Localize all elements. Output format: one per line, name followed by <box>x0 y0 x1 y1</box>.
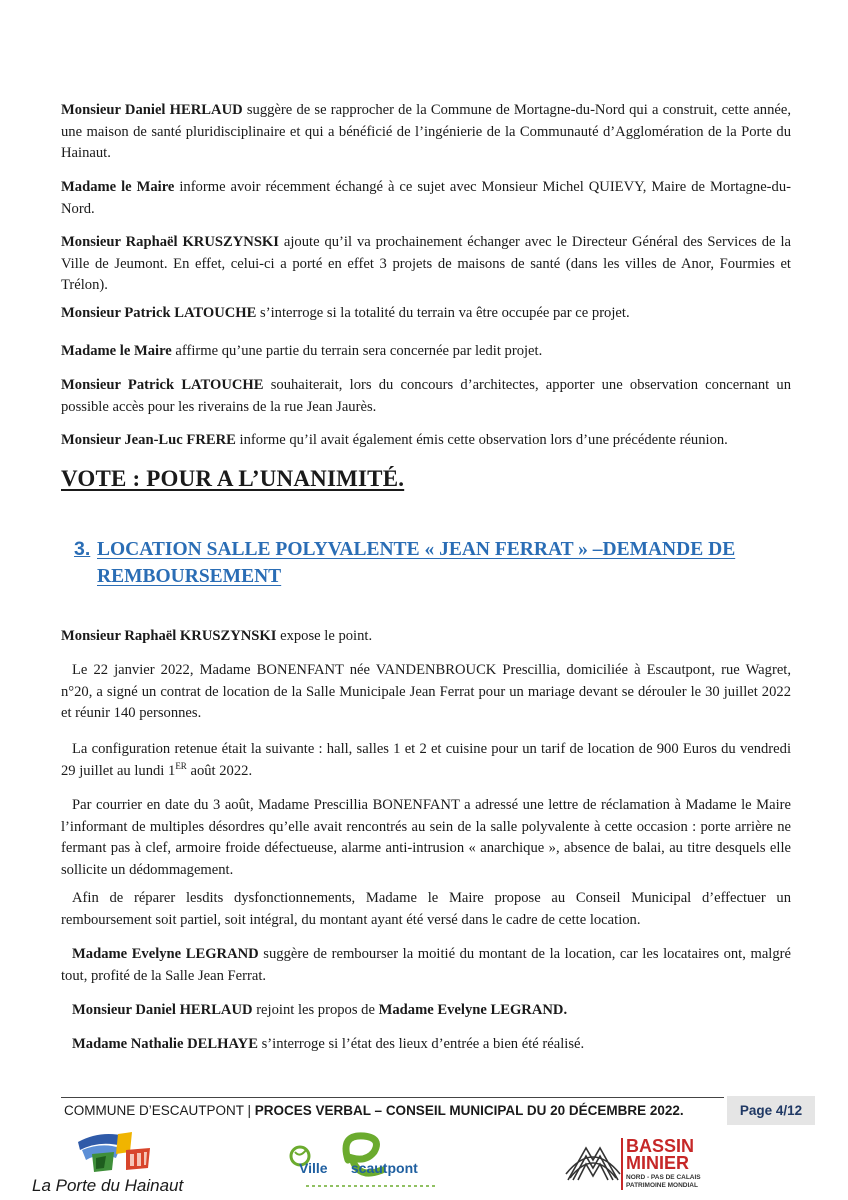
vote-result: VOTE : POUR A L’UNANIMITÉ. <box>61 466 405 491</box>
bassin-logo-text <box>626 1138 694 1172</box>
speaker-name: Monsieur Raphaël KRUSZYNSKI <box>61 628 277 644</box>
footer-divider <box>61 1097 724 1098</box>
paragraph-remboursement: Afin de réparer lesdits dysfonctionnements, Madame le Maire propose au Conseil Municipal d’effectuer un remboursement soit partiel, soit intégral, du montant ayant été versé dans le cadre de cette location. <box>61 890 791 928</box>
page-number: Page 4/12 <box>727 1096 815 1125</box>
paragraph-text: La configuration retenue était la suivante : hall, salles 1 et 2 et cuisine pour un tarif de location de 900 Euros du vendredi 29 juillet au lundi 1 <box>61 741 791 779</box>
paragraph-text: suggère de se rapprocher de la Commune de Mortagne-du-Nord qui a construit, cette année, une maison de santé pluridisciplinaire et qui a bénéficié de l’ingénierie de la Communauté d’Agglomération de la Porte du Hainaut. <box>61 102 791 161</box>
speaker-name: Monsieur Patrick LATOUCHE <box>61 305 257 321</box>
bassin-line-1: BASSIN <box>626 1136 695 1156</box>
paragraph-text: rejoint les propos de <box>252 1002 379 1018</box>
section-number: 3. <box>74 538 91 560</box>
ville-prefix: Ville <box>299 1160 328 1176</box>
ville-name: scautpont <box>350 1160 418 1176</box>
bassin-logo-subtext <box>626 1174 701 1190</box>
escautpont-logo-text <box>299 1160 418 1176</box>
bassin-sub-2: PATRIMOINE MONDIAL <box>626 1182 698 1189</box>
paragraph-text: suggère de rembourser la moitié du montant de la location, car les locataires ont, malgré tout, profité de la Salle Jean Ferrat. <box>61 946 791 984</box>
paragraph-text: informe avoir récemment échangé à ce sujet avec Monsieur Michel QUIEVY, Maire de Mortagne-du-Nord. <box>61 179 791 217</box>
speaker-name: Madame Evelyne LEGRAND. <box>378 1002 568 1018</box>
paragraph-text: souhaiterait, lors du concours d’architectes, apporter une observation concernant un possible accès pour les riverains de la rue Jean Jaurès. <box>61 377 791 415</box>
paragraph-legrand <box>61 944 791 987</box>
paragraph-text: s’interroge si l’état des lieux d’entrée a bien été réalisé. <box>257 1036 585 1052</box>
bassin-minier-logo <box>564 1134 622 1190</box>
speaker-name: Monsieur Jean-Luc FRERE <box>61 432 236 448</box>
superscript: ER <box>175 760 187 771</box>
paragraph-herlaud <box>61 100 791 165</box>
paragraph-latouche-1 <box>61 303 791 325</box>
bassin-sub-1: NORD - PAS DE CALAIS <box>626 1174 701 1181</box>
paragraph-delhaye <box>61 1034 791 1056</box>
speaker-name: Madame le Maire <box>61 343 172 359</box>
paragraph-herlaud-2 <box>61 1000 791 1022</box>
paragraph-reclamation: Par courrier en date du 3 août, Madame Prescillia BONENFANT a adressé une lettre de réclamation à Madame le Maire l’informant de multiples désordres qu’elle avait rencontrés au sein de la salle polyvalente à cette occasion : porte arrière ne fermant pas à clef, armoire froide défectueuse, alarme anti-intrusion « anarchique », absence de balai, au titre desquels elle sollicite un dédommagement. <box>61 797 791 878</box>
paragraph-text: expose le point. <box>276 628 373 644</box>
section-title: LOCATION SALLE POLYVALENTE « JEAN FERRAT » –DEMANDE DE REMBOURSEMENT <box>97 539 736 587</box>
paragraph-latouche-2 <box>61 375 791 418</box>
speaker-name: Madame Evelyne LEGRAND <box>72 946 259 962</box>
paragraph-expose <box>61 626 791 648</box>
speaker-name: Madame Nathalie DELHAYE <box>72 1036 258 1052</box>
paragraph-text: août 2022. <box>186 762 253 779</box>
footer-caption <box>64 1103 684 1118</box>
paragraph-maire-2 <box>61 341 791 363</box>
paragraph-maire-1 <box>61 177 791 220</box>
paragraph-text: s’interroge si la totalité du terrain va être occupée par ce projet. <box>256 305 630 321</box>
paragraph-configuration <box>61 739 791 782</box>
bassin-line-2: MINIER <box>626 1153 689 1173</box>
speaker-name: Monsieur Daniel HERLAUD <box>61 102 243 118</box>
paragraph-contrat: Le 22 janvier 2022, Madame BONENFANT née VANDENBROUCK Prescillia, domiciliée à Escautpont, rue Wagret, n°20, a signé un contrat de location de la Salle Municipale Jean Ferrat pour un mariage devant se dérouler le 30 juillet 2022 et réunir 140 personnes. <box>61 662 791 721</box>
footer-commune: COMMUNE D’ESCAUTPONT | <box>64 1103 255 1118</box>
speaker-name: Madame le Maire <box>61 179 175 195</box>
footer-title: PROCES VERBAL – CONSEIL MUNICIPAL DU 20 DÉCEMBRE 2022. <box>254 1103 684 1118</box>
paragraph-text: ajoute qu’il va prochainement échanger avec le Directeur Général des Services de la Ville de Jeumont. En effet, celui-ci a porté en effet 3 projets de maisons de santé (dans les villes de Anor, Fourmies et Trélon). <box>61 234 791 293</box>
speaker-name: Monsieur Raphaël KRUSZYNSKI <box>61 234 279 250</box>
hainaut-logo-text: La Porte du Hainaut <box>32 1176 184 1195</box>
porte-hainaut-logo <box>70 1128 160 1176</box>
speaker-name: Monsieur Daniel HERLAUD <box>72 1002 253 1018</box>
bassin-divider <box>621 1138 623 1190</box>
paragraph-frere <box>61 430 791 452</box>
paragraph-kruszynski <box>61 232 791 297</box>
speaker-name: Monsieur Patrick LATOUCHE <box>61 377 264 393</box>
paragraph-text: informe qu’il avait également émis cette observation lors d’une précédente réunion. <box>235 432 728 448</box>
paragraph-text: affirme qu’une partie du terrain sera concernée par ledit projet. <box>171 343 543 359</box>
